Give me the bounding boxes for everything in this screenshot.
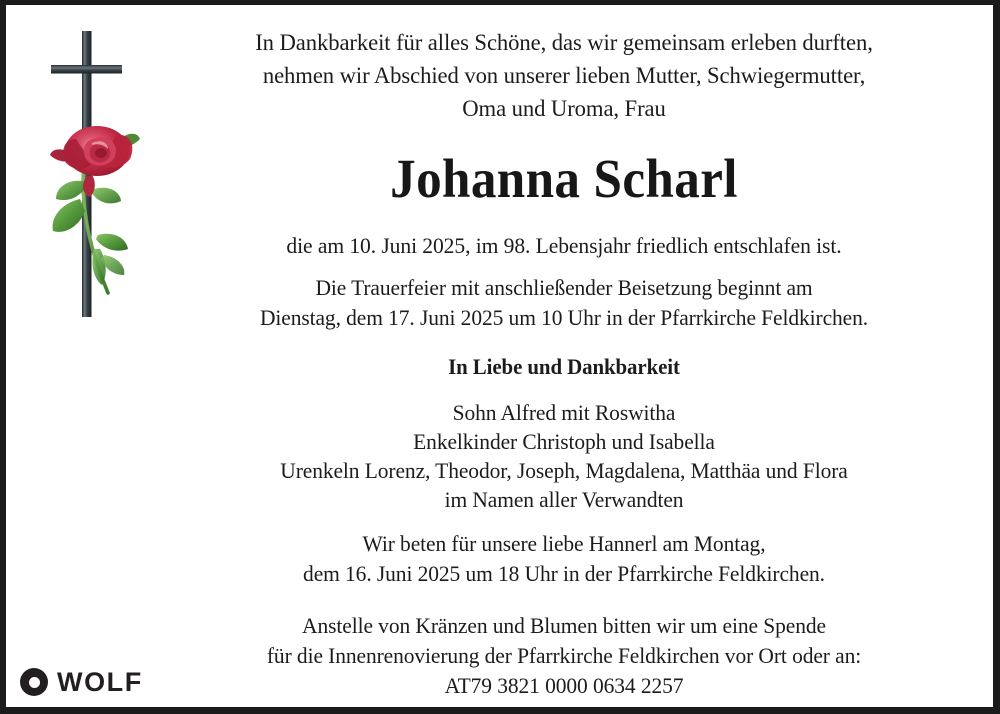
- family-line-3: Urenkeln Lorenz, Theodor, Joseph, Magdalena, Matthäa und Flora: [280, 458, 848, 483]
- prayer-line-1: Wir beten für unsere liebe Hannerl am Montag,: [362, 531, 766, 556]
- cross-horizontal-beam: [51, 65, 122, 74]
- donation-line-1: Anstelle von Kränzen und Blumen bitten wir um eine Spende: [302, 613, 826, 638]
- family-line-1: Sohn Alfred mit Roswitha: [452, 400, 676, 425]
- ceremony-paragraph: [171, 273, 958, 333]
- love-and-gratitude-heading: In Liebe und Dankbarkeit: [448, 354, 680, 379]
- wolf-logo: [20, 665, 143, 699]
- prayer-paragraph: [171, 529, 958, 589]
- rose-leaf-mid-right: [92, 188, 121, 204]
- deceased-name: Johanna Scharl: [390, 148, 738, 209]
- donation-line-2: für die Innenrenovierung der Pfarrkirche Feldkirchen vor Ort oder an:: [266, 643, 862, 668]
- intro-line-2: nehmen wir Abschied von unserer lieben Mutter, Schwiegermutter,: [262, 63, 866, 89]
- intro-paragraph: [166, 27, 961, 126]
- wolf-wordmark: WOLF: [57, 666, 143, 697]
- intro-line-3: Oma und Uroma, Frau: [462, 96, 666, 122]
- cross-with-rose-emblem: [28, 21, 150, 321]
- rose-center: [95, 148, 107, 158]
- rose-leaf-lower-right: [96, 234, 128, 251]
- obituary-text-column: [152, 5, 976, 707]
- ring-logo-mark-icon: [20, 668, 48, 696]
- donation-iban: AT79 3821 0000 0634 2257: [444, 673, 684, 698]
- death-line-1: die am 10. Juni 2025, im 98. Lebensjahr friedlich entschlafen ist.: [286, 233, 842, 258]
- family-names-paragraph: [171, 398, 958, 514]
- rose-leaf-bottom: [92, 249, 105, 285]
- intro-line-1: In Dankbarkeit für alles Schöne, das wir gemeinsam erleben durften,: [255, 30, 873, 56]
- card-inner: [6, 5, 993, 707]
- rose-leaf-lower-left: [53, 199, 85, 232]
- family-line-4: im Namen aller Verwandten: [444, 487, 684, 512]
- ceremony-line-1: Die Trauerfeier mit anschließender Beisetzung beginnt am: [315, 275, 813, 300]
- ceremony-line-2: Dienstag, dem 17. Juni 2025 um 10 Uhr in der Pfarrkirche Feldkirchen.: [259, 305, 869, 330]
- family-line-2: Enkelkinder Christoph und Isabella: [413, 429, 715, 454]
- death-announcement: [168, 231, 959, 261]
- donation-paragraph: [171, 611, 958, 701]
- prayer-line-2: dem 16. Juni 2025 um 18 Uhr in der Pfarrkirche Feldkirchen.: [303, 561, 825, 586]
